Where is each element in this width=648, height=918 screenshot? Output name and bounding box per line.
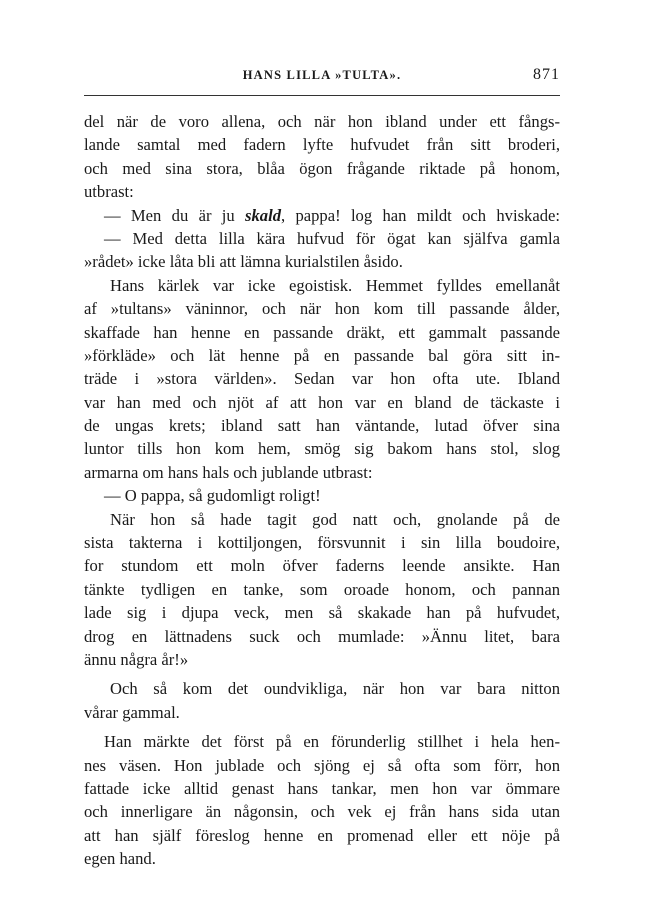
- text-line-paragraph-start: Hans kärlek var icke egoistisk. Hemmet fylldes emellanåt: [110, 275, 560, 295]
- body-text: [84, 110, 560, 871]
- text-line: de ungas krets; ibland satt han väntande, lutad öfver sina: [84, 416, 560, 436]
- text-line: for stundom ett moln öfver faderns leende ansikte. Han: [84, 556, 560, 576]
- page-number: 871: [533, 66, 560, 83]
- text-line: skaffade han henne en passande dräkt, ett gammalt passande: [84, 322, 560, 342]
- text-line: träde i »stora världen». Sedan var hon ofta ute. Ibland: [84, 369, 560, 389]
- text-line: nes väsen. Hon jublade och sjöng ej så ofta som förr, hon: [84, 755, 560, 775]
- header-rule: [84, 95, 560, 96]
- text-line-dialogue: — O pappa, så gudomligt roligt!: [104, 486, 321, 506]
- text-line: utbrast:: [84, 182, 134, 202]
- text-line: ännu några år!»: [84, 649, 189, 669]
- text-line: lande samtal med fadern lyfte hufvudet från sitt broderi,: [84, 135, 560, 155]
- emphasis: skald: [245, 205, 281, 225]
- text-line: armarna om hans hals och jublande utbrast:: [84, 462, 373, 482]
- text-line: »förkläde» och lät henne på en passande bal göra sitt in-: [84, 345, 560, 365]
- text-line: »rådet» icke låta bli att lämna kurialstilen åsido.: [84, 252, 403, 272]
- text-line: var han med och njöt af att hon var en bland de täckaste i: [84, 392, 560, 412]
- text-line: luntor tills hon kom hem, smög sig bakom hans stol, slog: [84, 439, 560, 459]
- text-line-dialogue: — Med detta lilla kära hufvud för ögat kan själfva gamla: [104, 228, 560, 248]
- running-head: [84, 66, 560, 90]
- text-line: vårar gammal.: [84, 702, 180, 722]
- text-line: att han själf föreslog henne en promenad eller ett nöje på: [84, 825, 560, 845]
- text-line: del när de voro allena, och när hon ibland under ett fångs-: [84, 112, 560, 131]
- text-line-paragraph-start: Han märkte det först på en förunderlig stillhet i hela hen-: [104, 732, 560, 752]
- text-line-dialogue: — Men du är ju skald, pappa! log han mildt och hviskade:: [104, 205, 560, 225]
- text-line: och innerligare än någonsin, och vek ej från hans sida utan: [84, 802, 560, 822]
- text-line: fattade icke alltid genast hans tankar, men hon var ömmare: [84, 778, 560, 798]
- text-line: af »tultans» väninnor, och när hon kom till passande ålder,: [84, 299, 560, 319]
- text-line: sista takterna i kottiljongen, försvunnit i sin lilla boudoire,: [84, 533, 560, 553]
- text-line: drog en lättnadens suck och mumlade: »Ännu litet, bara: [84, 626, 560, 646]
- text-line-paragraph-start: Och så kom det oundvikliga, när hon var bara nitton: [110, 679, 560, 699]
- text-line: egen hand.: [84, 849, 156, 869]
- running-title: HANS LILLA »TULTA».: [242, 68, 402, 82]
- text-line: lade sig i djupa veck, men så skakade han på hufvudet,: [84, 603, 560, 623]
- text-line-paragraph-start: När hon så hade tagit god natt och, gnolande på de: [110, 509, 560, 529]
- text-line: tänkte tydligen en tanke, som oroade honom, och pannan: [84, 579, 560, 599]
- text-line: och med sina stora, blåa ögon frågande riktade på honom,: [84, 158, 560, 178]
